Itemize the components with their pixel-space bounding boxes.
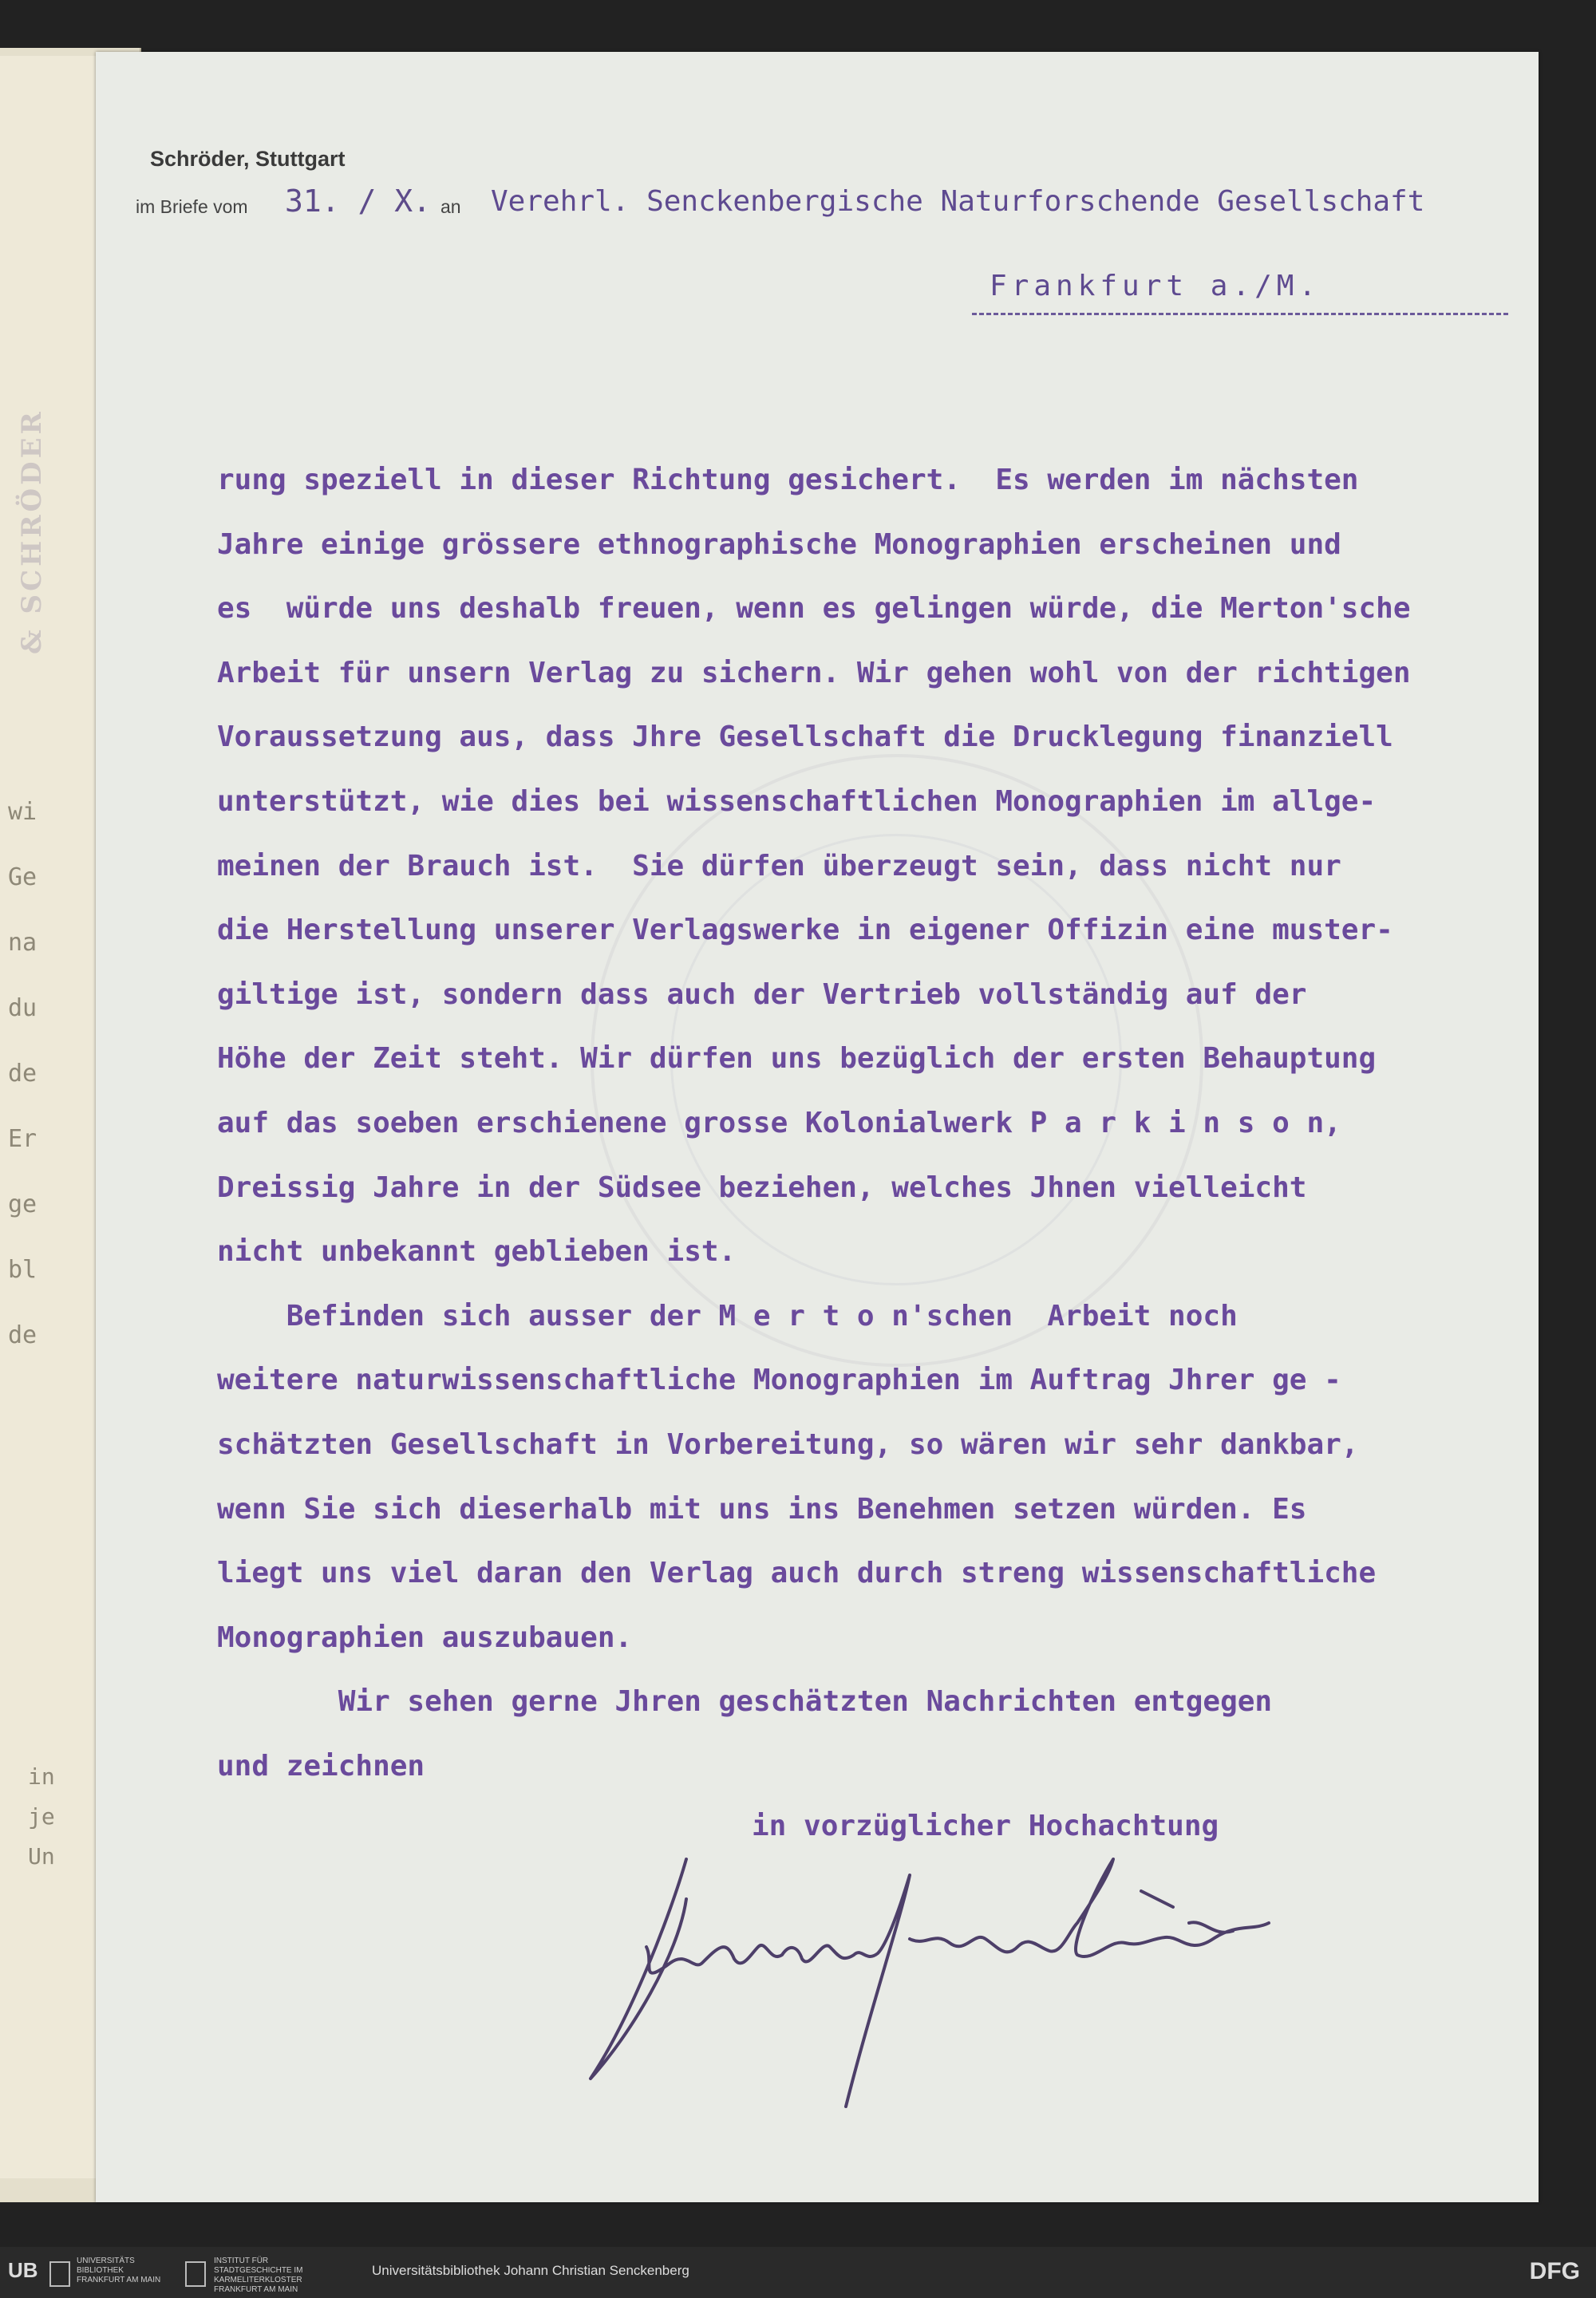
body-line: Dreissig Jahre in der Südsee beziehen, welches Jhnen vielleicht [217, 1171, 1307, 1204]
recipient-city: Frankfurt a./M. [990, 270, 1321, 302]
recipient: Verehrl. Senckenbergische Naturforschende Gesellschaft [491, 185, 1425, 218]
closing-phrase: in vorzüglicher Hochachtung [752, 1810, 1219, 1842]
dfg-logo: DFG [1529, 2258, 1580, 2284]
body-line: Höhe der Zeit steht. Wir dürfen uns bezüglich der ersten Behauptung [217, 1042, 1377, 1076]
body-line: giltige ist, sondern dass auch der Vertrieb vollständig auf der [217, 977, 1307, 1011]
body-line: meinen der Brauch ist. Sie dürfen überzeugt sein, dass nicht nur [217, 849, 1341, 882]
underlying-fragment: in [28, 1763, 55, 1790]
underlying-fragment: na [8, 929, 38, 957]
body-line: Wir sehen gerne Jhren geschätzten Nachrichten entgegen [217, 1685, 1273, 1719]
letter-date: 31. / X. [285, 184, 432, 219]
underlying-fragment: Un [28, 1843, 55, 1870]
body-line: Arbeit für unsern Verlag zu sichern. Wir gehen wohl von der richtigen [217, 656, 1411, 689]
underlying-fragment: bl [8, 1256, 38, 1284]
underlying-stamp: & SCHRÖDER [16, 409, 48, 654]
letterhead-company: Schröder, Stuttgart [150, 147, 346, 171]
underlying-fragment: wi [8, 798, 38, 826]
institute-name: INSTITUT FÜR STADTGESCHICHTE IM KARMELITERKLOSTER FRANKFURT AM MAIN [214, 2257, 303, 2294]
body-line: wenn Sie sich dieserhalb mit uns ins Benehmen setzen würden. Es [217, 1492, 1307, 1526]
body-line: schätzten Gesellschaft in Vorbereitung, so wären wir sehr dankbar, [217, 1427, 1359, 1461]
body-line: rung speziell in dieser Richtung gesichert. Es werden im nächsten [217, 464, 1359, 496]
body-line: und zeichnen [217, 1749, 425, 1783]
footer-bar [0, 2247, 1596, 2298]
underlying-fragment: ge [8, 1190, 38, 1218]
ub-logo: UB [8, 2258, 38, 2282]
body-line: die Herstellung unserer Verlagswerke in eigener Offizin eine muster- [217, 914, 1393, 947]
body-line: Monographien auszubauen. [217, 1621, 633, 1654]
underlying-fragment: je [28, 1803, 55, 1830]
underlying-fragment: du [8, 994, 38, 1022]
city-underline [972, 313, 1508, 315]
underlying-text-fragments [8, 798, 64, 1387]
body-line: auf das soeben erschienene grosse Kolonialwerk P a r k i n s o n, [217, 1106, 1341, 1139]
underlying-fragment: de [8, 1321, 38, 1349]
an-label: an [440, 196, 461, 217]
body-line: nicht unbekannt geblieben ist. [217, 1235, 737, 1269]
underlying-fragment: Ge [8, 863, 38, 891]
body-line: liegt uns viel daran den Verlag auch durch streng wissenschaftliche [217, 1557, 1377, 1590]
underlying-fragment: Er [8, 1125, 38, 1153]
body-line: Voraussetzung aus, dass Jhre Gesellschaft die Drucklegung finanziell [217, 721, 1393, 754]
letter-body [217, 456, 1526, 1806]
ub-emblem-icon [49, 2261, 70, 2287]
university-library-name: UNIVERSITÄTS BIBLIOTHEK FRANKFURT AM MAIN [77, 2257, 161, 2284]
body-line: Jahre einige grössere ethnographische Monographien erscheinen und [217, 527, 1341, 561]
library-credit: Universitätsbibliothek Johann Christian Senckenberg [372, 2263, 689, 2278]
body-line: es würde uns deshalb freuen, wenn es gelingen würde, die Merton'sche [217, 592, 1411, 626]
institute-emblem-icon [185, 2261, 206, 2287]
body-line: unterstützt, wie dies bei wissenschaftlichen Monographien im allge- [217, 784, 1377, 818]
underlying-text-fragments-lower [28, 1763, 55, 1883]
body-line: weitere naturwissenschaftliche Monographien im Auftrag Jhrer ge - [217, 1364, 1341, 1397]
underlying-fragment: de [8, 1060, 38, 1088]
body-line: Befinden sich ausser der M e r t o n'schen Arbeit noch [217, 1299, 1238, 1333]
handwritten-signature [583, 1843, 1381, 2114]
briefe-label: im Briefe vom [136, 196, 248, 217]
